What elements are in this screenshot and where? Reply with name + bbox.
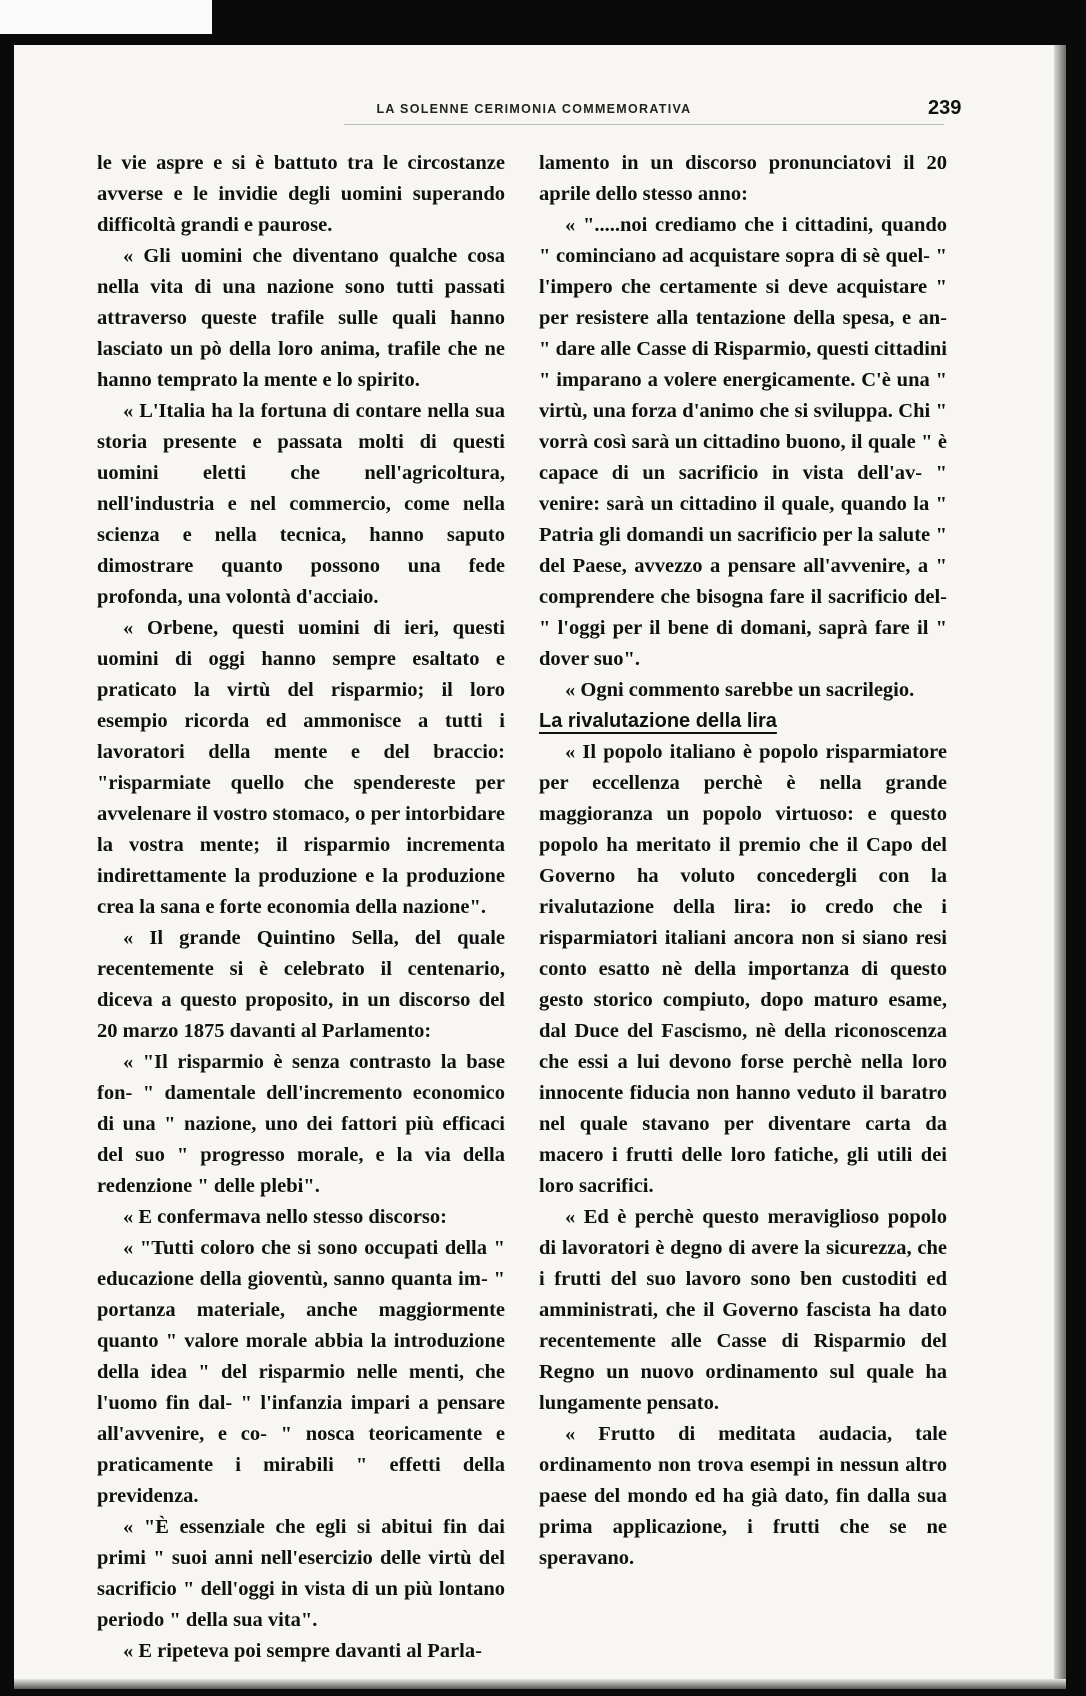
paragraph: « Orbene, questi uomini di ieri, questi uomini di oggi hanno sempre esaltato e praticato la virtù del risparmio; il loro esempio ricorda ed ammonisce a tutti i lavoratori della mente e del braccio: "risparmiate quello che spendereste per avvelenare il vostro stomaco, o per intorbidare la vostra mente; il risparmio incrementa indirettamente la produzione e la produzione crea la sana e forte economia della nazione". — [97, 617, 505, 918]
quote-paragraph: « "È essenziale che egli si abitui fin dai primi " suoi anni nell'esercizio delle virtù del sacrificio " dell'oggi in vista di un più lontano periodo " della sua vita". — [97, 1516, 505, 1631]
section-title: La rivalutazione della lira — [539, 710, 777, 732]
paragraph: « Frutto di meditata audacia, tale ordinamento non trova esempi in nessun altro paese del mondo ed ha già dato, fin dalla sua prima applicazione, i frutti che se ne speravano. — [539, 1423, 947, 1569]
header-rule — [344, 124, 944, 125]
paragraph: « E ripeteva poi sempre davanti al Parla- — [123, 1640, 482, 1662]
page-number: 239 — [928, 97, 962, 119]
paragraph: « Il popolo italiano è popolo risparmiatore per eccellenza perchè è nella grande maggioranza un popolo virtuoso: e questo popolo ha meritato il premio che il Capo del Governo ha voluto concedergli con la rivalutazione della lira: io credo che i risparmiatori italiani ancora non si siano resi conto esatto nè della importanza di questo gesto storico compiuto, dopo maturo esame, dal Duce del Fascismo, nè della riconoscenza che essi a lui devono forse perchè nella loro innocente fiducia non hanno veduto il baratro nel quale stavano per diventare carta da macero i frutti delle loro fatiche, gli utili dei loro sacrifici. — [539, 741, 947, 1197]
paragraph: « L'Italia ha la fortuna di contare nella sua storia presente e passata molti di questi uomini eletti che nell'agricoltura, nell'industria e nel commercio, come nella scienza e nella tecnica, hanno saputo dimostrare quanto possono una fede profonda, una volontà d'acciaio. — [97, 400, 505, 608]
paragraph: le vie aspre e si è battuto tra le circostanze avverse e le invidie degli uomini superando difficoltà grandi e paurose. — [97, 152, 505, 236]
book-page — [14, 45, 1066, 1689]
page-edge-bottom — [14, 1679, 1066, 1689]
running-head: LA SOLENNE CERIMONIA COMMEMORATIVA — [376, 102, 692, 116]
left-column — [97, 148, 505, 1667]
quote-paragraph: « "Il risparmio è senza contrasto la base fon- " damentale dell'incremento economico di una " nazione, uno dei fattori più efficaci del suo " progresso morale, e la via della redenzione " delle plebi". — [97, 1051, 505, 1197]
right-column — [539, 148, 947, 1574]
quote-paragraph: « "Tutti coloro che si sono occupati della " educazione della gioventù, sanno quanta im- " portanza materiale, anche maggiormente quanto " valore morale abbia la introduzione della idea " del risparmio nelle menti, che l'uomo fin dal- " l'infanzia impari a pensare all'avvenire, e co- " nosca teoricamente e praticamente i mirabili " effetti della previdenza. — [97, 1237, 505, 1507]
paragraph: lamento in un discorso pronunciatovi il 20 aprile dello stesso anno: — [539, 152, 947, 205]
paragraph: « Gli uomini che diventano qualche cosa nella vita di una nazione sono tutti passati attraverso queste trafile sulle quali hanno lasciato un pò della loro anima, trafile che ne hanno temprato la mente e lo spirito. — [97, 245, 505, 391]
paragraph: « Ed è perchè questo meraviglioso popolo di lavoratori è degno di avere la sicurezza, che i frutti del suo lavoro sono ben custoditi ed amministrati, che il Governo fascista ha dato recentemente alle Casse di Risparmio del Regno un nuovo ordinamento sul quale ha lungamente pensato. — [539, 1206, 947, 1414]
paragraph: « Il grande Quintino Sella, del quale recentemente si è celebrato il centenario, diceva a questo proposito, in un discorso del 20 marzo 1875 davanti al Parlamento: — [97, 927, 505, 1042]
paragraph: « E confermava nello stesso discorso: — [123, 1206, 447, 1228]
paragraph: « Ogni commento sarebbe un sacrilegio. — [565, 679, 915, 701]
scan-border-tab — [0, 0, 212, 34]
quote-paragraph: « ".....noi crediamo che i cittadini, quando " cominciano ad acquistare sopra di sè quel- " l'impero che certamente si deve acquistare " per resistere alla tentazione della spesa, e an- " dare alle Casse di Risparmio, questi cittadini " imparano a volere energicamente. C'è una " virtù, una forza d'animo che si sviluppa. Chi " vorrà così sarà un cittadino buono, il quale " è capace di un sacrificio in vista dell'av- " venire: sarà un cittadino il quale, quando la " Patria gli domandi un sacrificio per la salute " del Paese, avvezzo a pensare all'avvenire, a " comprendere che bisogna fare il sacrificio del- " l'oggi per il bene di domani, saprà fare il " dover suo". — [539, 214, 947, 670]
page-edge-right — [1054, 45, 1066, 1689]
